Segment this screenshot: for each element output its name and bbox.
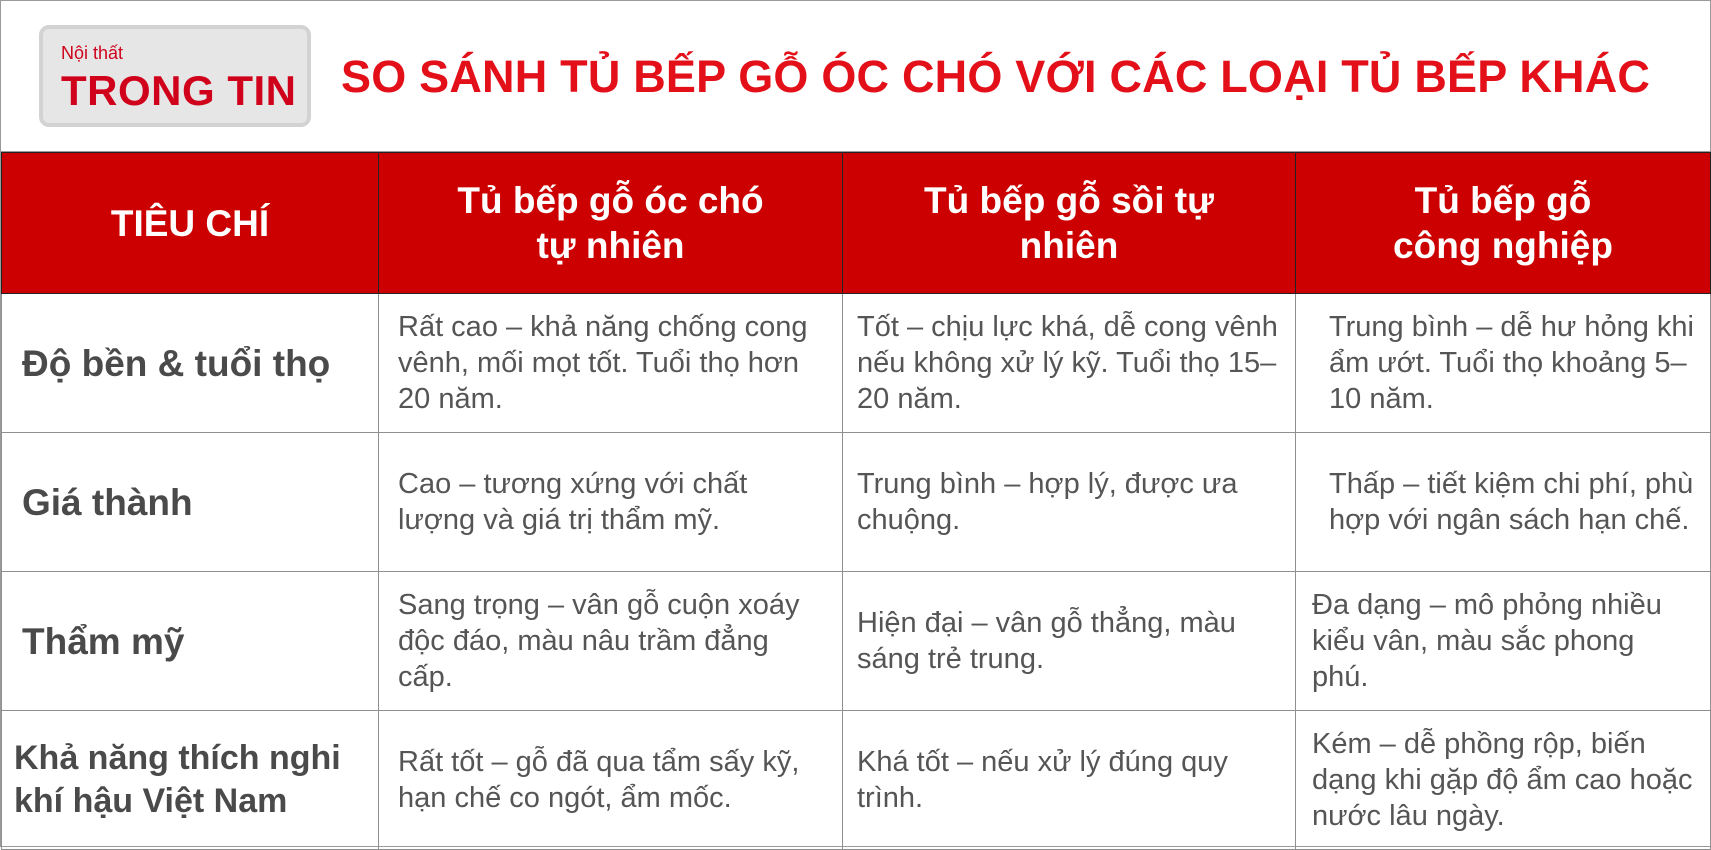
logo-tagline: Nội thất	[61, 43, 124, 63]
industrial-cell: Đa dạng – mô phỏng nhiều kiểu vân, màu sắc phong phú.	[1296, 572, 1711, 711]
header-industrial: Tủ bếp gỗ công nghiệp	[1296, 153, 1711, 294]
walnut-cell: Rất tốt – gỗ đã qua tẩm sấy kỹ, hạn chế co ngót, ẩm mốc.	[379, 711, 843, 850]
criterion-cell: Khả năng thích nghi khí hậu Việt Nam	[2, 711, 379, 850]
page-title: SO SÁNH TỦ BẾP GỖ ÓC CHÓ VỚI CÁC LOẠI TỦ BẾP KHÁC	[341, 51, 1651, 102]
brand-logo	[39, 25, 311, 127]
oak-cell: Trung bình – hợp lý, được ưa chuộng.	[843, 433, 1296, 572]
header	[1, 1, 1710, 152]
logo-brand-name: TRONG TIN	[61, 67, 297, 114]
header-walnut: Tủ bếp gỗ óc chó tự nhiên	[379, 153, 843, 294]
walnut-cell: Rất cao – khả năng chống cong vênh, mối mọt tốt. Tuổi thọ hơn 20 năm.	[379, 294, 843, 433]
table-row	[2, 433, 1711, 572]
table-row	[2, 572, 1711, 711]
header-oak: Tủ bếp gỗ sồi tự nhiên	[843, 153, 1296, 294]
header-criteria: TIÊU CHÍ	[2, 153, 379, 294]
oak-cell: Tốt – chịu lực khá, dễ cong vênh nếu không xử lý kỹ. Tuổi thọ 15–20 năm.	[843, 294, 1296, 433]
oak-cell: Hiện đại – vân gỗ thẳng, màu sáng trẻ trung.	[843, 572, 1296, 711]
table-row	[2, 294, 1711, 433]
criterion-cell: Giá thành	[2, 433, 379, 572]
industrial-cell: Kém – dễ phồng rộp, biến dạng khi gặp độ ẩm cao hoặc nước lâu ngày.	[1296, 711, 1711, 850]
comparison-table	[1, 152, 1711, 850]
table-header-row	[2, 153, 1711, 294]
industrial-cell: Thấp – tiết kiệm chi phí, phù hợp với ngân sách hạn chế.	[1296, 433, 1711, 572]
walnut-cell: Sang trọng – vân gỗ cuộn xoáy độc đáo, màu nâu trầm đẳng cấp.	[379, 572, 843, 711]
oak-cell: Khá tốt – nếu xử lý đúng quy trình.	[843, 711, 1296, 850]
industrial-cell: Trung bình – dễ hư hỏng khi ẩm ướt. Tuổi thọ khoảng 5–10 năm.	[1296, 294, 1711, 433]
criterion-cell: Độ bền & tuổi thọ	[2, 294, 379, 433]
criterion-cell: Thẩm mỹ	[2, 572, 379, 711]
walnut-cell: Cao – tương xứng với chất lượng và giá trị thẩm mỹ.	[379, 433, 843, 572]
table-row	[2, 711, 1711, 850]
